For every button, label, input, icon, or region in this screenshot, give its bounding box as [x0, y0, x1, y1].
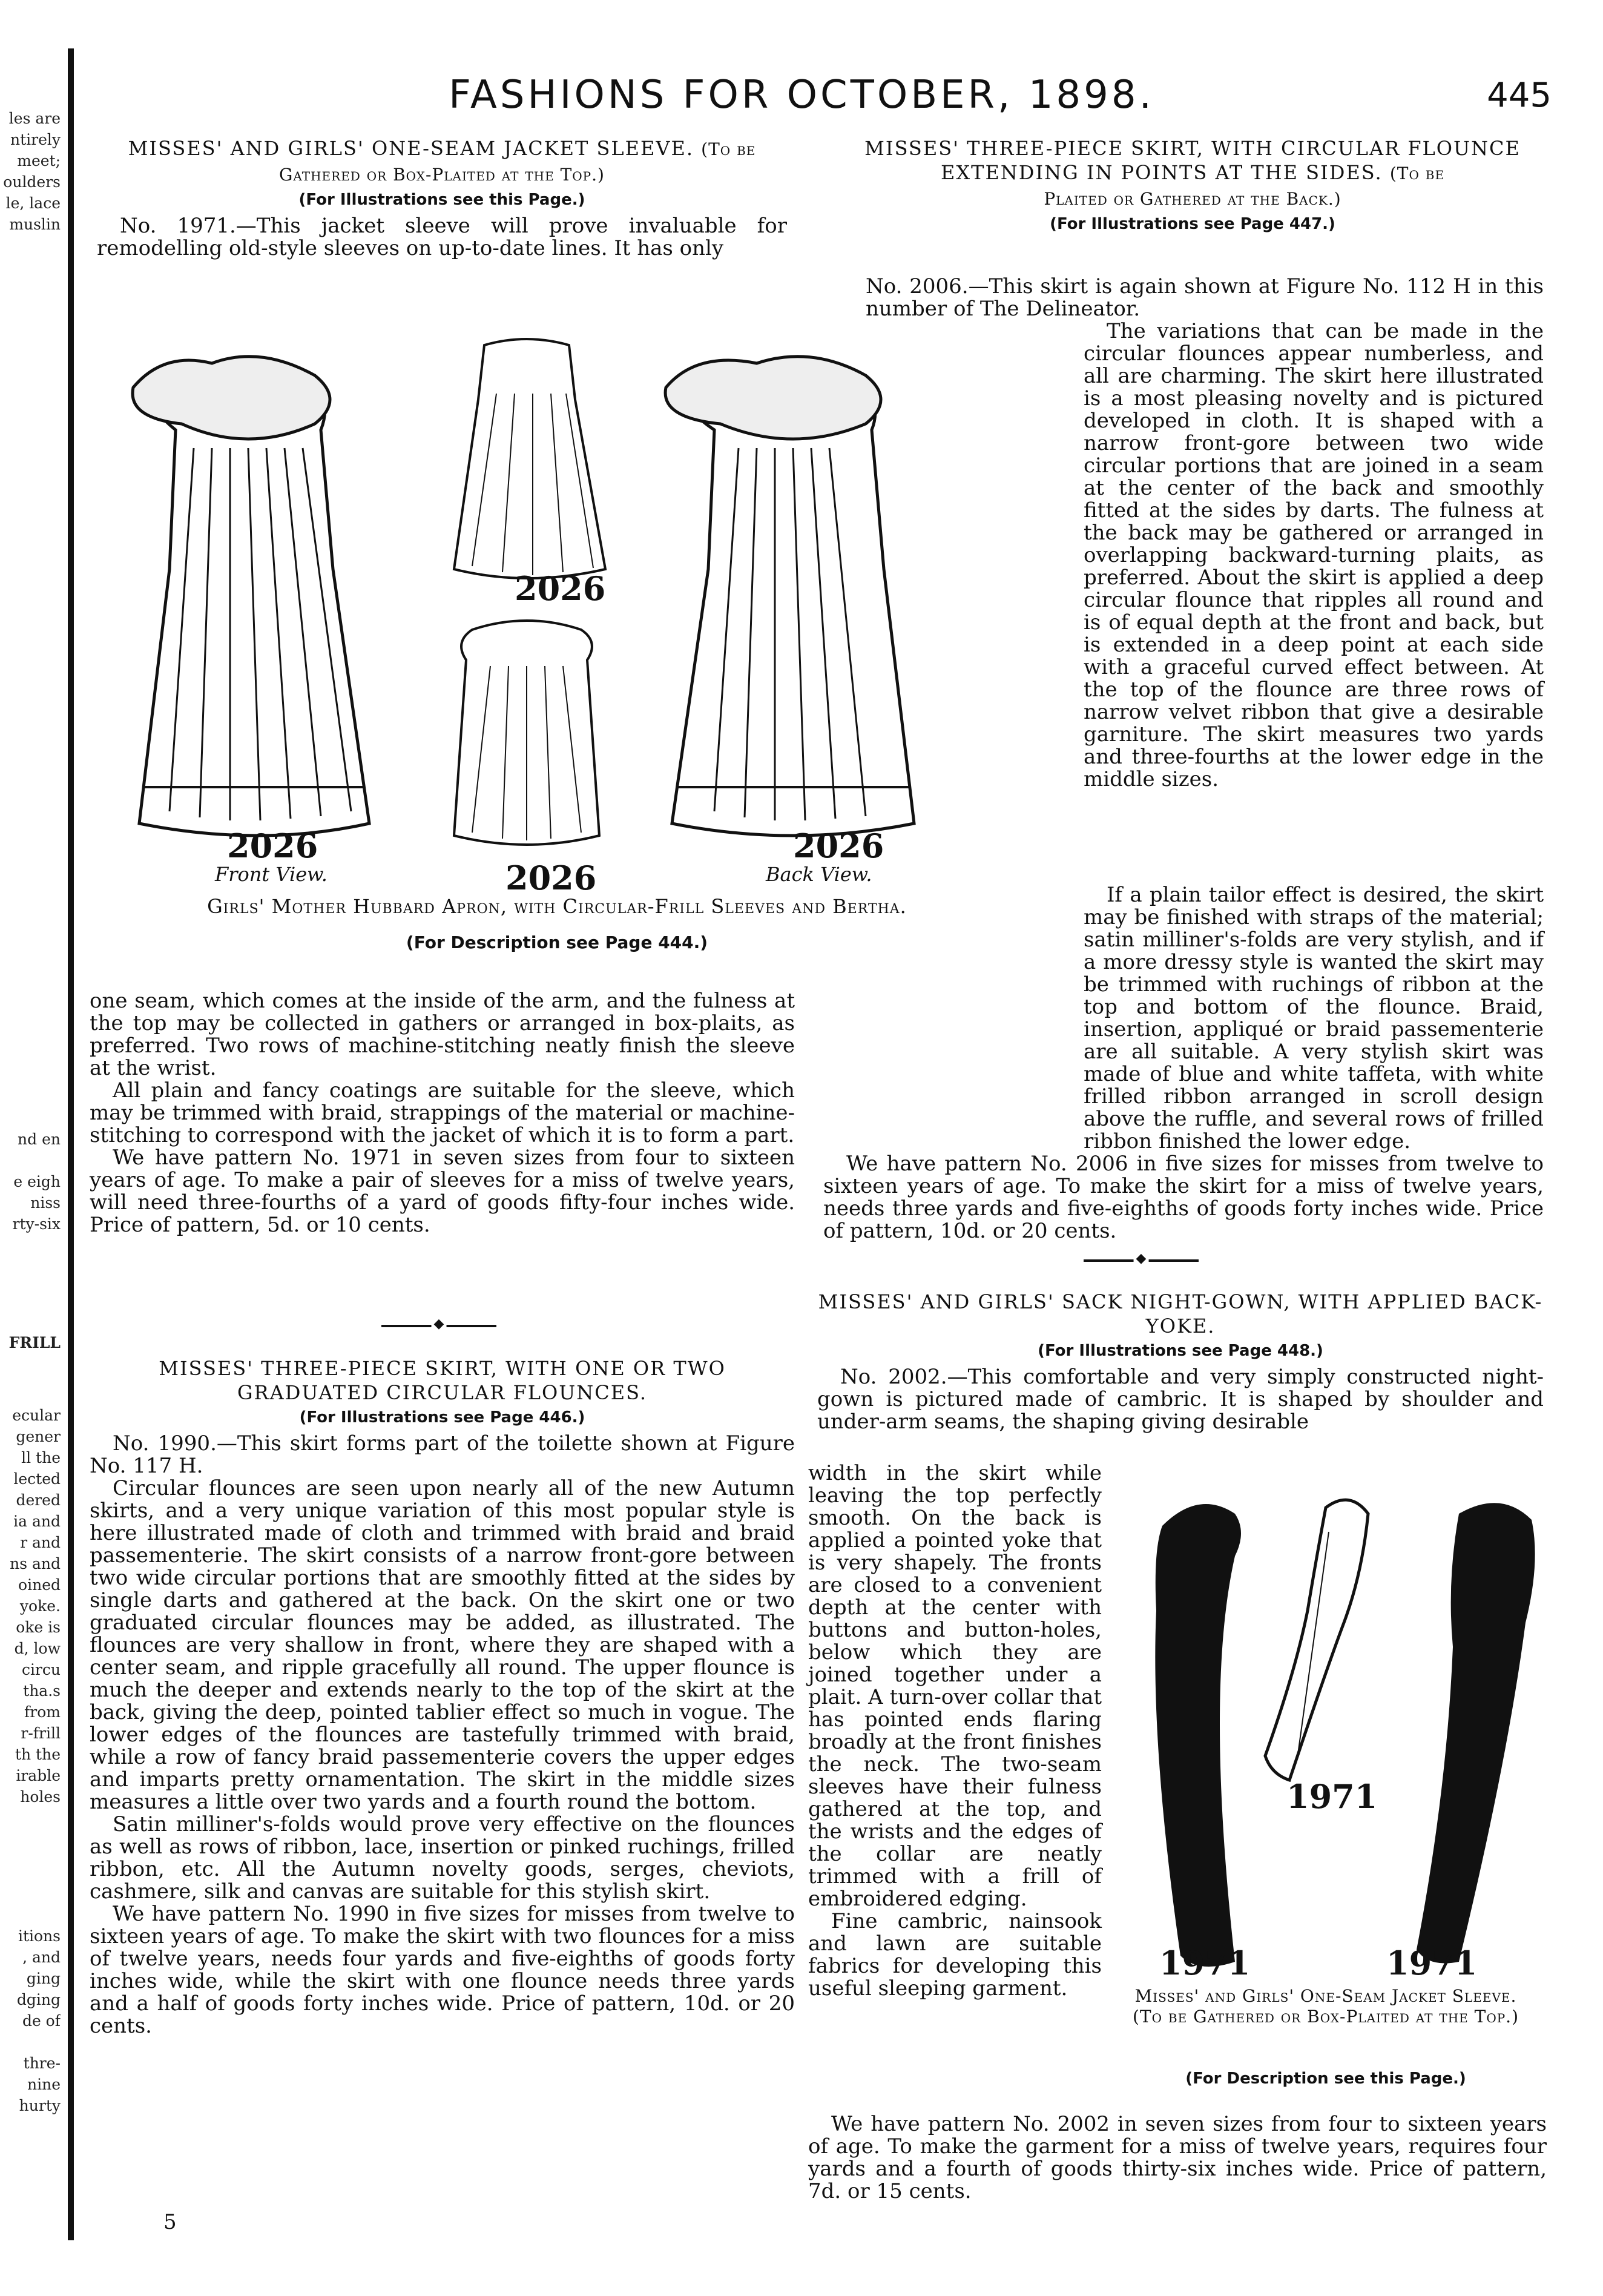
sleeve-right-number: 1971: [1386, 1944, 1478, 1982]
sleeve-article-subheading: Gathered or Box-Plaited at the Top.): [279, 165, 605, 185]
sleeve-center-drawing: [1265, 1500, 1368, 1780]
adjacent-page-line: holes: [20, 1788, 61, 1806]
adjacent-page-line: niss: [30, 1194, 61, 1212]
adjacent-page-line: les are: [8, 110, 61, 127]
sleeve-article-para1: No. 1971.—This jacket sleeve will prove invaluable for remodelling old-style sleeves on up-to-date lines. It has only: [97, 214, 787, 260]
nightgown-2002-para1: No. 2002.—This comfortable and very simply constructed night-gown is pictured made of cambric. It is shaped by shoulder and under-arm seams, the shaping giving desirable: [817, 1365, 1544, 1434]
sleeve-article-heading: MISSES' AND GIRLS' ONE-SEAM JACKET SLEEVE. (To be: [128, 137, 756, 160]
skirt-1990-article: [90, 1356, 795, 2037]
adjacent-page-text-top: [0, 108, 61, 235]
skirt-2006-para1: No. 2006.—This skirt is again shown at Figure No. 112 H in this number of The Delineator.: [866, 274, 1544, 321]
adjacent-page-line: thre-: [23, 2054, 61, 2072]
sleeve-center-number: 1971: [1286, 1777, 1378, 1816]
adjacent-page-line: r-frill: [21, 1724, 61, 1742]
adjacent-page-line: d, low: [14, 1640, 61, 1657]
adjacent-page-line: e eigh: [13, 1173, 61, 1190]
adjacent-page-line: from: [24, 1703, 61, 1721]
adjacent-page-line: lected: [13, 1470, 61, 1488]
adjacent-page-text-mid3: [0, 1405, 61, 1807]
skirt-2006-body-wide: [823, 884, 1544, 1242]
apron-caption-ref: (For Description see Page 444.): [406, 932, 708, 952]
ornamental-rule-left: [381, 1325, 496, 1327]
skirt-1990-para3: Satin milliner's-folds would prove very effective on the flounces as well as rows of ribbon, lace, insertion or pinked ruchings, frilled ribbon, etc. All the Autumn novelty goods, serges, cheviots, cashmere, silk and canvas are suitable for this stylish skirt.: [90, 1812, 795, 1904]
adjacent-page-line: yoke.: [19, 1597, 61, 1615]
adjacent-page-line: ll the: [21, 1449, 61, 1466]
apron-center-bottom-number: 2026: [505, 859, 597, 897]
nightgown-2002-para2: Fine cambric, nainsook and lawn are suitable fabrics for developing this useful sleeping garment.: [808, 1909, 1102, 2001]
apron-front-view-label: Front View.: [215, 863, 328, 886]
adjacent-page-line: meet;: [17, 152, 61, 170]
adjacent-page-line: nine: [27, 2076, 61, 2093]
apron-center-top-drawing: [454, 339, 605, 578]
sleeve-article-para4: We have pattern No. 1971 in seven sizes from four to sixteen years of age. To make a pair of sleeves for a miss of twelve years, will need three-fourths of a yard of goods fifty-four inches wide. Price of pattern, 5d. or 10 cents.: [90, 1146, 795, 1237]
sleeve-illustration: [1144, 1489, 1544, 1974]
adjacent-page-line: tha.s: [23, 1682, 61, 1700]
skirt-1990-para1: No. 1990.—This skirt forms part of the toilette shown at Figure No. 117 H.: [90, 1431, 795, 1478]
apron-back-view-drawing: [665, 357, 914, 836]
page-number: 445: [1487, 76, 1552, 115]
nightgown-2002-para1-cont: width in the skirt while leaving the top perfectly smooth. On the back is applied a pointed yoke that is very shapely. The fronts are closed to a convenient depth at the center with buttons and button-holes, below which they are joined together under a plait. A turn-over collar that has pointed ends flaring broadly at the front finishes the neck. The two-seam sleeves have their fulness gathered at the top, and the wrists and the edges of the collar are neatly trimmed with a frill of embroidered edging.: [808, 1461, 1102, 1911]
ornamental-rule-right: [1084, 1259, 1199, 1262]
adjacent-page-line: ia and: [13, 1513, 61, 1530]
adjacent-page-line: de of: [22, 2012, 61, 2030]
adjacent-page-line: oke is: [16, 1618, 61, 1636]
adjacent-page-line: dging: [16, 1991, 61, 2008]
skirt-2006-para2: The variations that can be made in the circular flounces appear numberless, and all are charming. The skirt here illustrated is a most pleasing novelty and is pictured developed in cloth. It is shaped with a narrow front-gore between two wide circular portions that are joined in a seam at the center of the back and smoothly fitted at the sides by darts. The fulness at the back may be gathered or arranged in overlapping backward-turning plaits, as preferred. About the skirt is applied a deep circular flounce that ripples all round and is of equal depth at the front and back, but is extended in a deep point at each side with a graceful curved effect between. At the top of the flounce are three rows of narrow velvet ribbon that give a desirable garniture. The skirt measures two yards and three-fourths at the lower edge in the middle sizes.: [1084, 319, 1544, 791]
adjacent-page-line: rty-six: [12, 1215, 61, 1233]
apron-center-bottom-drawing: [454, 621, 599, 845]
sleeve-article-para3: All plain and fancy coatings are suitable for the sleeve, which may be trimmed with braid, strappings of the material or machine-stitching to correspond with the jacket of which it is to form a part.: [90, 1078, 795, 1147]
sleeve-left-drawing: [1155, 1504, 1241, 1967]
adjacent-page-text-mid2: [0, 1332, 61, 1353]
adjacent-page-text-bottom: [0, 1925, 61, 2116]
adjacent-page-line: circu: [21, 1661, 61, 1678]
skirt-2006-ill-ref: (For Illustrations see Page 447.): [1050, 215, 1335, 233]
signature-mark: 5: [163, 2210, 177, 2234]
skirt-1990-para4: We have pattern No. 1990 in five sizes for misses from twelve to sixteen years of age. To make the skirt with two flounces for a miss of twelve years, needs four yards and five-eighths of goods forty inches wide, while the skirt with one flounce needs three yards and a half of goods forty inches wide. Price of pattern, 10d. or 20 cents.: [90, 1902, 795, 2038]
sleeve-caption: Misses' and Girls' One-Seam Jacket Sleeve. (To be Gathered or Box-Plaited at the Top.): [1132, 1986, 1519, 2027]
skirt-2006-subheading: Plaited or Gathered at the Back.): [1044, 189, 1341, 209]
adjacent-page-line: oined: [18, 1576, 61, 1594]
nightgown-2002-body-wide: [808, 2113, 1547, 2203]
nightgown-2002-heading: MISSES' AND GIRLS' SACK NIGHT-GOWN, WITH APPLIED BACK-YOKE.: [818, 1290, 1543, 1338]
running-head: FASHIONS FOR OCTOBER, 1898.: [449, 73, 1154, 117]
adjacent-page-line: muslin: [9, 216, 61, 233]
nightgown-2002-ill-ref: (For Illustrations see Page 448.): [1038, 1342, 1323, 1360]
adjacent-page-line: FRILL: [8, 1334, 61, 1351]
adjacent-page-line: ns and: [10, 1555, 61, 1572]
sleeve-article-body: [90, 990, 795, 1236]
adjacent-page-line: dered: [16, 1491, 61, 1509]
adjacent-page-line: irable: [16, 1767, 61, 1784]
adjacent-page-line: itions: [18, 1927, 61, 1945]
adjacent-page-line: oulders: [3, 173, 61, 191]
adjacent-page-line: le, lace: [5, 194, 61, 212]
adjacent-page-line: ntirely: [10, 131, 61, 148]
adjacent-page-line: hurty: [19, 2097, 61, 2114]
sleeve-article-head: [97, 136, 787, 260]
apron-front-number: 2026: [227, 826, 318, 865]
adjacent-page-line: gener: [16, 1428, 61, 1445]
skirt-1990-ill-ref: (For Illustrations see Page 446.): [299, 1408, 585, 1427]
sleeve-article-ill-ref: (For Illustrations see this Page.): [298, 191, 585, 209]
sleeve-caption-ref: (For Description see this Page.): [1185, 2070, 1466, 2088]
nightgown-2002-body-narrow: [808, 1462, 1102, 2000]
adjacent-page-line: [0, 1150, 61, 1171]
apron-front-view-drawing: [133, 357, 369, 836]
nightgown-2002-head: [817, 1290, 1544, 1433]
adjacent-page-line: nd en: [18, 1130, 61, 1148]
skirt-2006-para4: We have pattern No. 2006 in five sizes for misses from twelve to sixteen years of age. To make the skirt for a miss of twelve years, needs three yards and five-eighths of goods forty inches wide. Price of pattern, 10d. or 20 cents.: [823, 1152, 1544, 1243]
sleeve-left-number: 1971: [1159, 1944, 1251, 1982]
skirt-1990-heading: MISSES' THREE-PIECE SKIRT, WITH ONE OR TWO GRADUATED CIRCULAR FLOUNCES.: [159, 1357, 726, 1404]
skirt-1990-para2: Circular flounces are seen upon nearly all of the new Autumn skirts, and a very unique variation of this most popular style is here illustrated made of cloth and trimmed with braid and braid passementerie. The skirt consists of a narrow front-gore between two wide circular portions that are smoothly fitted at the sides by single darts and gathered at the back. On the skirt one or two graduated circular flounces may be added, as illustrated. The flounces are very shallow in front, where they are shaped with a center seam, and ripple gracefully all round. The upper flounce is much the deeper and extends nearly to the top of the skirt at the back, giving the deep, pointed tablier effect so much in vogue. The lower edges of the flounces are tastefully trimmed with braid, while a row of fancy braid passementerie covers the upper edges and imparts pretty ornamentation. The skirt in the middle sizes measures a little over two yards and a fourth round the bottom.: [90, 1476, 795, 1814]
adjacent-page-line: r and: [20, 1534, 61, 1551]
sleeve-article-para2: one seam, which comes at the inside of the arm, and the fulness at the top may be collected in gathers or arranged in box-plaits, as preferred. Two rows of machine-stitching neatly finish the sleeve at the wrist.: [90, 989, 795, 1080]
adjacent-page-line: ecular: [12, 1407, 61, 1424]
skirt-2006-para3: If a plain tailor effect is desired, the skirt may be finished with straps of the material; satin milliner's-folds are very stylish, and if a more dressy style is wanted the skirt may be trimmed with ruchings of ribbon at the top and bottom of the flounce. Braid, insertion, appliqué or braid passementerie are all suitable. A very stylish skirt was made of blue and white taffeta, with white frilled ribbon arranged in scroll design above the ruffle, and several rows of frilled ribbon finished the lower edge.: [1084, 883, 1544, 1153]
apron-center-top-number: 2026: [515, 569, 606, 608]
skirt-2006-body-narrow: [866, 274, 1544, 791]
skirt-2006-heading: MISSES' THREE-PIECE SKIRT, WITH CIRCULAR FLOUNCE EXTENDING IN POINTS AT THE SIDES. (To be: [864, 137, 1521, 184]
nightgown-2002-para3: We have pattern No. 2002 in seven sizes from four to sixteen years of age. To make the garment for a miss of twelve years, requires four yards and a fourth of goods thirty-six inches wide. Price of pattern, 7d. or 15 cents.: [808, 2112, 1547, 2203]
sleeve-right-drawing: [1417, 1503, 1535, 1963]
apron-caption: Girls' Mother Hubbard Apron, with Circular-Frill Sleeves and Bertha.: [207, 895, 907, 918]
apron-back-number: 2026: [793, 826, 884, 865]
adjacent-page-line: , and: [22, 1948, 61, 1966]
adjacent-page-line: th the: [15, 1746, 61, 1763]
apron-back-view-label: Back View.: [766, 863, 872, 886]
page-gutter-edge: [68, 48, 74, 2240]
skirt-2006-head: [823, 136, 1562, 239]
adjacent-page-line: ging: [26, 1970, 61, 1987]
adjacent-page-line: [0, 2031, 61, 2053]
adjacent-page-text-mid1: [0, 1129, 61, 1235]
